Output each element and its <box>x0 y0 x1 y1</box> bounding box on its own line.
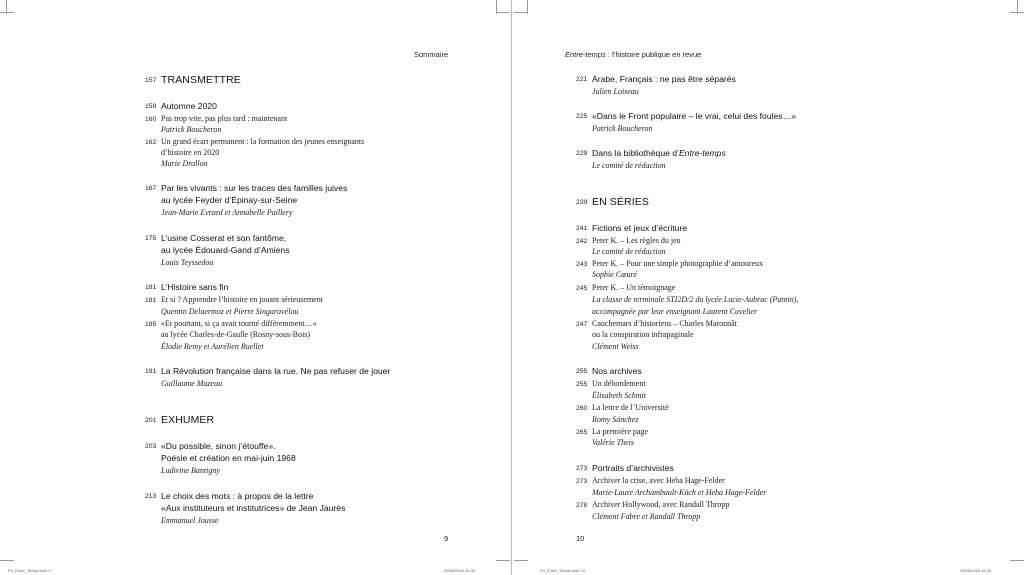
toc-entry-text <box>592 74 736 84</box>
toc-entry-title: Quentin Deluermoz et Pierre Singaravélou <box>161 307 299 316</box>
toc-entry-text <box>161 503 345 513</box>
toc-entry-text <box>592 111 796 121</box>
crop-mark <box>496 560 510 561</box>
toc-page-number: 185 <box>145 320 157 328</box>
toc-entry-title: Par les vivants : sur les traces des familles juives <box>161 183 348 193</box>
toc-entry-title: La classe de terminale STI2D/2 du lycée Lucie-Aubrac (Pantin), <box>592 295 799 304</box>
toc-entry-text <box>161 74 241 86</box>
toc-page-number: 265 <box>576 428 588 436</box>
toc-entry-title: Le comité de rédaction <box>592 247 666 256</box>
right-slug-file: P3_Entre_Temps.indd 10 <box>540 568 585 573</box>
toc-entry-text <box>161 330 310 339</box>
crop-mark <box>1010 560 1024 561</box>
toc-entry-text <box>161 516 219 525</box>
toc-entry-title: Peter K. – Un témoignage <box>592 283 676 292</box>
toc-entry-title: L’Histoire sans fin <box>161 282 229 292</box>
toc-entry-title: Marie-Laure Archambault-Küch et Heba Hage-Felder <box>592 488 767 497</box>
toc-entry-text <box>592 247 666 256</box>
toc-entry-text <box>592 415 638 424</box>
toc-entry-text <box>592 403 669 412</box>
toc-entry-title: La lettre de l’Université <box>592 403 669 412</box>
toc-page-number: 181 <box>145 283 157 291</box>
toc-page-number: 241 <box>576 224 588 232</box>
toc-entry-text <box>592 161 666 170</box>
toc-entry-text <box>592 366 642 376</box>
toc-entry-text <box>161 125 221 134</box>
toc-entry-title: Portraits d’archivistes <box>592 463 674 473</box>
toc-page-number: 255 <box>576 367 588 375</box>
toc-entry-title: Ludivine Bantigny <box>161 466 220 475</box>
toc-entry-title: Archiver la crise, avec Heba Hage-Felder <box>592 476 725 485</box>
toc-page-number: 162 <box>145 138 157 146</box>
toc-entry-text <box>592 319 737 328</box>
toc-entry-title: EXHUMER <box>161 414 215 426</box>
toc-entry-text <box>161 453 296 463</box>
toc-entry-text <box>161 114 287 123</box>
toc-entry-title: Poésie et création en mai-juin 1968 <box>161 453 296 463</box>
toc-entry-title: Le choix des mots : à propos de la lettre <box>161 491 314 501</box>
toc-entry-text <box>161 148 219 157</box>
toc-entry-text <box>161 366 390 376</box>
toc-entry-title: Et si ? Apprendre l’histoire en jouant sérieusement <box>161 295 323 304</box>
toc-entry-text <box>161 342 263 351</box>
toc-entry-text <box>592 500 729 509</box>
crop-mark <box>496 12 510 13</box>
toc-entry-text <box>161 282 228 292</box>
toc-page-number: 243 <box>576 260 588 268</box>
toc-entry-title: Dans la bibliothèque d’ <box>592 148 679 158</box>
toc-entry-title: Archiver Hollywood, avec Randall Thropp <box>592 500 730 509</box>
left-page-number: 9 <box>444 534 449 543</box>
toc-entry-title: Clément Fabre et Randall Thropp <box>592 512 701 521</box>
toc-entry-title: Julien Loiseau <box>592 87 639 96</box>
toc-page-number: 278 <box>576 501 588 509</box>
toc-page-number: 175 <box>145 234 157 242</box>
toc-entry-text <box>592 270 637 279</box>
toc-entry-text <box>592 379 646 388</box>
toc-entry-title: Arabe, Français : ne pas être séparés <box>592 74 736 84</box>
toc-entry-text <box>592 330 694 339</box>
toc-entry-title: La Révolution française dans la rue. Ne pas refuser de jouer <box>161 366 391 376</box>
toc-entry-text <box>161 466 220 475</box>
toc-page-number: 159 <box>145 102 157 110</box>
toc-entry-title: Le comité de rédaction <box>592 161 666 170</box>
toc-entry-text <box>592 488 766 497</box>
toc-entry-text <box>161 233 286 243</box>
toc-page-number: 273 <box>576 477 588 485</box>
spread-gutter <box>511 0 512 575</box>
toc-entry-title: Cauchemars d’historiens – Charles Maronnât <box>592 319 737 328</box>
toc-entry-title: Emmanuel Jousse <box>161 516 219 525</box>
left-slug-file: P3_Entre_Temps.indd 9 <box>8 568 51 573</box>
toc-page-number: 181 <box>145 296 157 304</box>
toc-entry-text <box>161 307 298 316</box>
toc-page-number: 157 <box>145 77 157 84</box>
toc-entry-title: TRANSMETTRE <box>161 74 241 86</box>
toc-entry-text <box>592 124 652 133</box>
toc-page-number: 273 <box>576 464 588 472</box>
toc-entry-text <box>161 137 364 146</box>
toc-entry-title: au lycée Charles-de-Gaulle (Rosny-sous-Bois) <box>161 330 311 339</box>
toc-page-number: 255 <box>576 380 588 388</box>
toc-entry-text <box>161 245 290 255</box>
toc-entry-title: Louis Teyssedou <box>161 258 214 267</box>
right-page-number: 10 <box>576 534 585 543</box>
toc-entry-title: Patrick Boucheron <box>592 124 653 133</box>
toc-entry-text <box>161 195 297 205</box>
toc-entry-text <box>592 87 639 96</box>
toc-entry-text <box>161 208 293 217</box>
toc-page-number: 191 <box>145 367 157 375</box>
toc-entry-title: «Dans le Front populaire – le vrai, celui des foules…» <box>592 111 796 121</box>
toc-entry-text <box>592 391 646 400</box>
toc-entry-text <box>592 148 726 158</box>
toc-entry-text <box>161 319 317 328</box>
crop-mark <box>0 12 14 13</box>
toc-entry-text <box>161 295 323 304</box>
toc-entry-title: EN SÉRIES <box>592 196 649 208</box>
toc-entry-title: Patrick Boucheron <box>161 125 222 134</box>
right-running-head <box>565 50 701 59</box>
toc-entry-title: Jean-Marie Evrard et Annabelle Paillery <box>161 208 293 217</box>
toc-entry-title: «Aux instituteurs et institutrices» de Jean Jaurès <box>161 503 346 513</box>
toc-entry-title: «Du possible, sinon j’étouffe». <box>161 441 276 451</box>
toc-entry-text <box>161 159 208 168</box>
toc-entry-text <box>592 196 649 208</box>
toc-entry-text <box>161 183 347 193</box>
toc-entry-text <box>161 441 276 451</box>
toc-page-number: 167 <box>145 184 157 192</box>
toc-entry-title: Guillaume Mazeau <box>161 379 223 388</box>
toc-page-number: 225 <box>576 112 588 120</box>
toc-entry-title: Un débordement <box>592 379 646 388</box>
toc-entry-title: accompagnée par leur enseignant Laurent Cuvelier <box>592 307 758 316</box>
toc-entry-title: Valérie Theis <box>592 438 634 447</box>
journal-subtitle: : l’histoire publique en revue <box>605 50 702 59</box>
toc-entry-title: Élisabeth Schmit <box>592 391 646 400</box>
toc-entry-title: Clément Weiss <box>592 342 639 351</box>
toc-page-number: 221 <box>576 75 588 83</box>
crop-mark <box>514 560 528 561</box>
crop-mark <box>1010 12 1024 13</box>
toc-entry-text <box>592 283 675 292</box>
crop-mark <box>514 12 528 13</box>
toc-entry-title: Élodie Remy et Aurélien Ruellet <box>161 342 264 351</box>
toc-page-number: 160 <box>145 115 157 123</box>
toc-entry-title: au lycée Édouard-Gand d’Amiens <box>161 245 290 255</box>
left-running-head: Sommaire <box>414 50 449 59</box>
toc-entry-text <box>161 491 313 501</box>
toc-entry-title: Pas trop vite, pas plus tard : maintenant <box>161 114 288 123</box>
toc-entry-text <box>592 295 798 304</box>
toc-entry-title: «Et pourtant, si ça avait tourné différemment…» <box>161 319 317 328</box>
toc-entry-title: Sophie Cœuré <box>592 270 638 279</box>
toc-entry-title: Peter K. – Les règles du jeu <box>592 236 681 245</box>
toc-page-number: 245 <box>576 284 588 292</box>
toc-entry-title: d’histoire en 2020 <box>161 148 220 157</box>
toc-entry-title: au lycée Feyder d’Épinay-sur-Seine <box>161 195 298 205</box>
toc-page-number: 247 <box>576 320 588 328</box>
journal-title: Entre-temps <box>565 50 606 59</box>
toc-entry-text <box>592 463 674 473</box>
left-slug-date: 09/08/2025 15:33 <box>444 568 476 573</box>
toc-entry-title: Nos archives <box>592 366 642 376</box>
toc-entry-title: La première page <box>592 427 648 436</box>
toc-entry-text <box>592 259 763 268</box>
toc-page-number: 239 <box>576 199 588 206</box>
toc-entry-title: Romy Sánchez <box>592 415 639 424</box>
toc-page-number: 229 <box>576 149 588 157</box>
toc-entry-italic-title: Entre-temps <box>678 148 726 158</box>
toc-entry-text <box>592 236 681 245</box>
toc-entry-text <box>592 342 639 351</box>
toc-entry-title: L’usine Cosserat et son fantôme, <box>161 233 287 243</box>
toc-entry-text <box>161 101 217 111</box>
toc-entry-title: Peter K. – Pour une simple photographie d’amoureux <box>592 259 764 268</box>
toc-entry-text <box>161 258 213 267</box>
toc-entry-text <box>592 476 725 485</box>
right-slug-date: 09/08/2025 15:33 <box>960 568 992 573</box>
toc-entry-title: Automne 2020 <box>161 101 217 111</box>
toc-page-number: 260 <box>576 404 588 412</box>
toc-entry-text <box>592 512 700 521</box>
toc-entry-text <box>592 427 648 436</box>
toc-entry-title: ou la conspiration infrapaginale <box>592 330 694 339</box>
toc-page-number: 201 <box>145 417 157 424</box>
toc-entry-text <box>161 379 222 388</box>
toc-entry-text <box>592 438 634 447</box>
toc-entry-title: Un grand écart permanent : la formation des jeunes enseignants <box>161 137 365 146</box>
toc-entry-text <box>592 307 757 316</box>
toc-page-number: 242 <box>576 237 588 245</box>
toc-entry-text <box>592 223 687 233</box>
toc-entry-title: Marie Drollon <box>161 159 208 168</box>
toc-page-number: 213 <box>145 492 157 500</box>
crop-mark <box>0 560 14 561</box>
toc-page-number: 203 <box>145 442 157 450</box>
toc-entry-title: Fictions et jeux d’écriture <box>592 223 688 233</box>
toc-entry-text <box>161 414 214 426</box>
